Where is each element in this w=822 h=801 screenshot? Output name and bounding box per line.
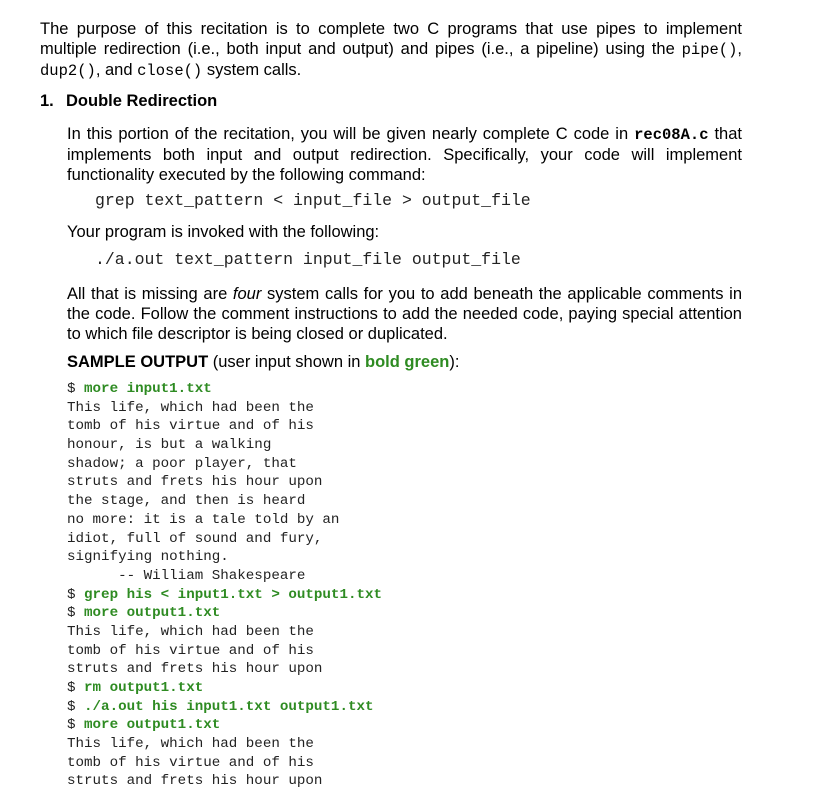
user-command: more input1.txt [84, 381, 212, 397]
description-text: In this portion of the recitation, you will be given nearly complete C code in [67, 125, 635, 143]
intro-end: system calls. [202, 61, 302, 79]
user-command: grep his < input1.txt > output1.txt [84, 586, 383, 603]
shell-prompt: $ [67, 381, 85, 397]
terminal-output-line: honour, is but a walking [67, 437, 272, 454]
intro-text: The purpose of this recitation is to complete two C programs that use pipes to implement multiple redirection (i.e., both input and output) and pipes (i.e., a pipeline) using the [40, 20, 742, 58]
instructions-paragraph [67, 284, 742, 344]
description-text-end: that implements both input and output redirection. Specifically, your code will implement functionality executed by the following command: [67, 125, 742, 184]
terminal-output-line: -- William Shakespeare [67, 567, 306, 584]
shell-prompt: $ [67, 605, 85, 622]
bold-green-label: bold green [365, 353, 450, 371]
terminal-command-line [67, 586, 382, 605]
user-command: ./a.out his input1.txt output1.txt [84, 698, 374, 715]
sample-output-title: SAMPLE OUTPUT [67, 353, 209, 371]
terminal-command-line [67, 698, 382, 717]
terminal-output-line: no more: it is a tale told by an [67, 511, 340, 528]
terminal-output [67, 380, 382, 791]
shell-prompt: $ [67, 698, 85, 715]
section-number: 1. [40, 92, 54, 110]
intro-separator: , [737, 40, 742, 58]
instructions-text-end: system calls for you to add beneath the applicable comments in the code. Follow the comment instructions to add the needed code, paying special attention to which file descriptor is being closed or duplicated. [67, 285, 742, 343]
invocation-command: ./a.out text_pattern input_file output_file [95, 250, 521, 269]
terminal-command-line [67, 380, 382, 399]
grep-command: grep text_pattern < input_file > output_file [95, 191, 531, 210]
sample-output-label [67, 353, 459, 372]
terminal-output-line: This life, which had been the [67, 736, 314, 753]
terminal-command-line [67, 716, 382, 735]
instructions-text: All that is missing are [67, 285, 233, 303]
terminal-output-line: tomb of his virtue and of his [67, 642, 314, 659]
terminal-output-line: tomb of his virtue and of his [67, 754, 314, 771]
invocation-text: Your program is invoked with the following: [67, 223, 380, 241]
terminal-output-line: signifying nothing. [67, 549, 229, 566]
emphasis-four: four [232, 285, 262, 303]
terminal-output-line: tomb of his virtue and of his [67, 418, 314, 435]
shell-prompt: $ [67, 586, 85, 603]
terminal-output-line: the stage, and then is heard [67, 493, 306, 510]
sample-output-end: ): [449, 353, 460, 371]
user-command: more output1.txt [84, 605, 221, 622]
shell-prompt: $ [67, 717, 85, 734]
terminal-command-line [67, 604, 382, 623]
source-filename: rec08A.c [634, 126, 709, 144]
close-call: close() [137, 62, 203, 80]
terminal-output-line: This life, which had been the [67, 623, 314, 640]
terminal-output-line: idiot, full of sound and fury, [67, 530, 323, 547]
sample-output-note: (user input shown in [208, 353, 366, 371]
terminal-command-line [67, 679, 382, 698]
user-command: rm output1.txt [84, 680, 204, 696]
section-title: Double Redirection [66, 92, 218, 110]
terminal-output-line: struts and frets his hour upon [67, 474, 323, 491]
dup2-call: dup2() [40, 62, 96, 80]
intro-paragraph [40, 19, 742, 81]
terminal-output-line: shadow; a poor player, that [67, 455, 297, 472]
terminal-output-line: struts and frets his hour upon [67, 661, 323, 678]
intro-conjunction: , and [95, 61, 138, 79]
pipe-call: pipe() [681, 41, 738, 59]
terminal-output-line: struts and frets his hour upon [67, 773, 323, 790]
user-command: more output1.txt [84, 717, 221, 734]
description-paragraph [67, 124, 742, 185]
shell-prompt: $ [67, 680, 85, 696]
section-heading [40, 92, 217, 111]
terminal-output-line: This life, which had been the [67, 399, 314, 416]
